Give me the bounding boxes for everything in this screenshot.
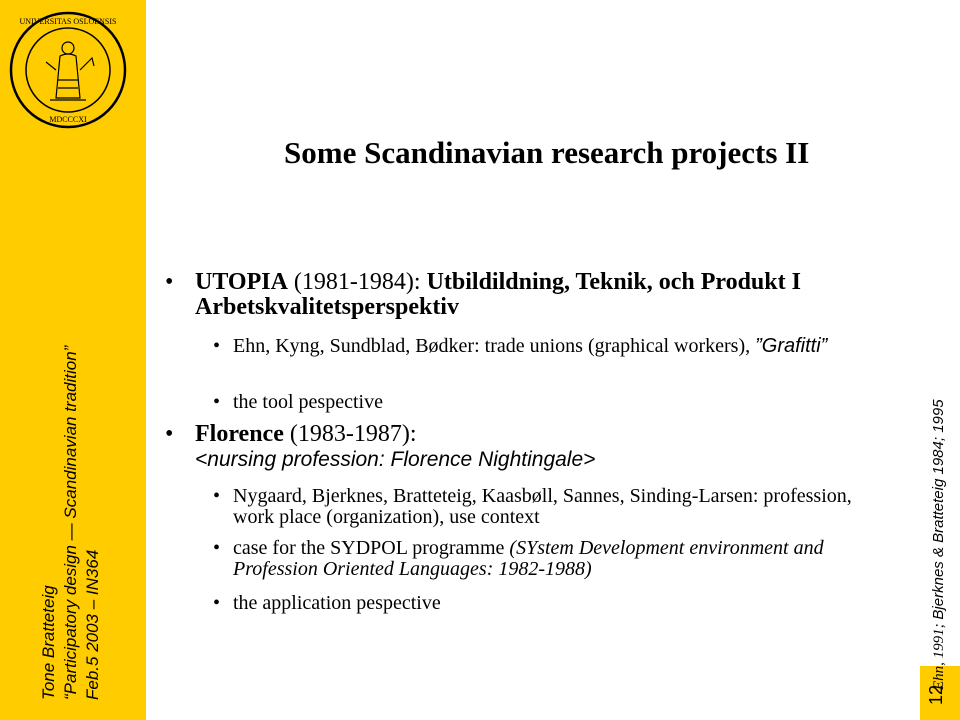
slide-title: Some Scandinavian research projects II [284,135,810,170]
utopia-people-text: Ehn, Kyng, Sundblad, Bødker: trade unions (graphical workers), [233,335,756,357]
project-name-florence: Florence [195,421,284,447]
bullet-dot: • [165,269,174,295]
citation-bjerknes: Bjerknes & Bratteteig 1984; 1995 [930,399,947,620]
date-course-code: Feb.5 2003 – IN364 [83,549,102,700]
svg-text:UNIVERSITAS OSLOENSIS: UNIVERSITAS OSLOENSIS [19,17,117,26]
bullet-dot: • [213,592,221,614]
bullet-dot: • [213,335,221,357]
utopia-grafitti: ”Grafitti” [755,335,828,357]
citation-ehn: Ehn, 1991; [931,619,947,690]
slide-number: 12 [926,684,946,705]
citation [930,399,948,690]
project-desc-utopia: Utbildildning, Teknik, och Produkt I Arbetskvalitetsperspektiv [195,269,801,320]
bullet-dot: • [213,391,221,413]
project-years-utopia: (1981-1984): [287,269,427,295]
sidebar [0,0,146,720]
utopia-perspective-text: the tool pespective [233,391,383,413]
florence-perspective-text: the application pespective [233,592,441,614]
course-title: “Participatory design — Scandinavian tradition” [61,345,80,700]
author-name: Tone Bratteteig [39,585,58,700]
florence-sydpol-text: case for the SYDPOL programme [233,537,510,559]
project-name-utopia: UTOPIA [195,269,288,295]
project-years-florence: (1983-1987): [283,421,417,447]
bullet-dot: • [213,485,221,507]
svg-text:MDCCCXI: MDCCCXI [49,115,87,124]
university-seal-logo [8,10,128,130]
sydpol-expansion: (SYstem Development environment and Profession Oriented Languages: 1982-1988) [233,537,824,580]
sidebar-credits [38,240,138,700]
florence-people-text: Nygaard, Bjerknes, Bratteteig, Kaasbøll, Sannes, Sinding-Larsen: profession, work place (organization), use context [233,485,852,528]
bullet-dot: • [165,421,174,447]
florence-subtitle: <nursing profession: Florence Nightingale> [195,448,596,471]
bullet-dot: • [213,537,221,559]
